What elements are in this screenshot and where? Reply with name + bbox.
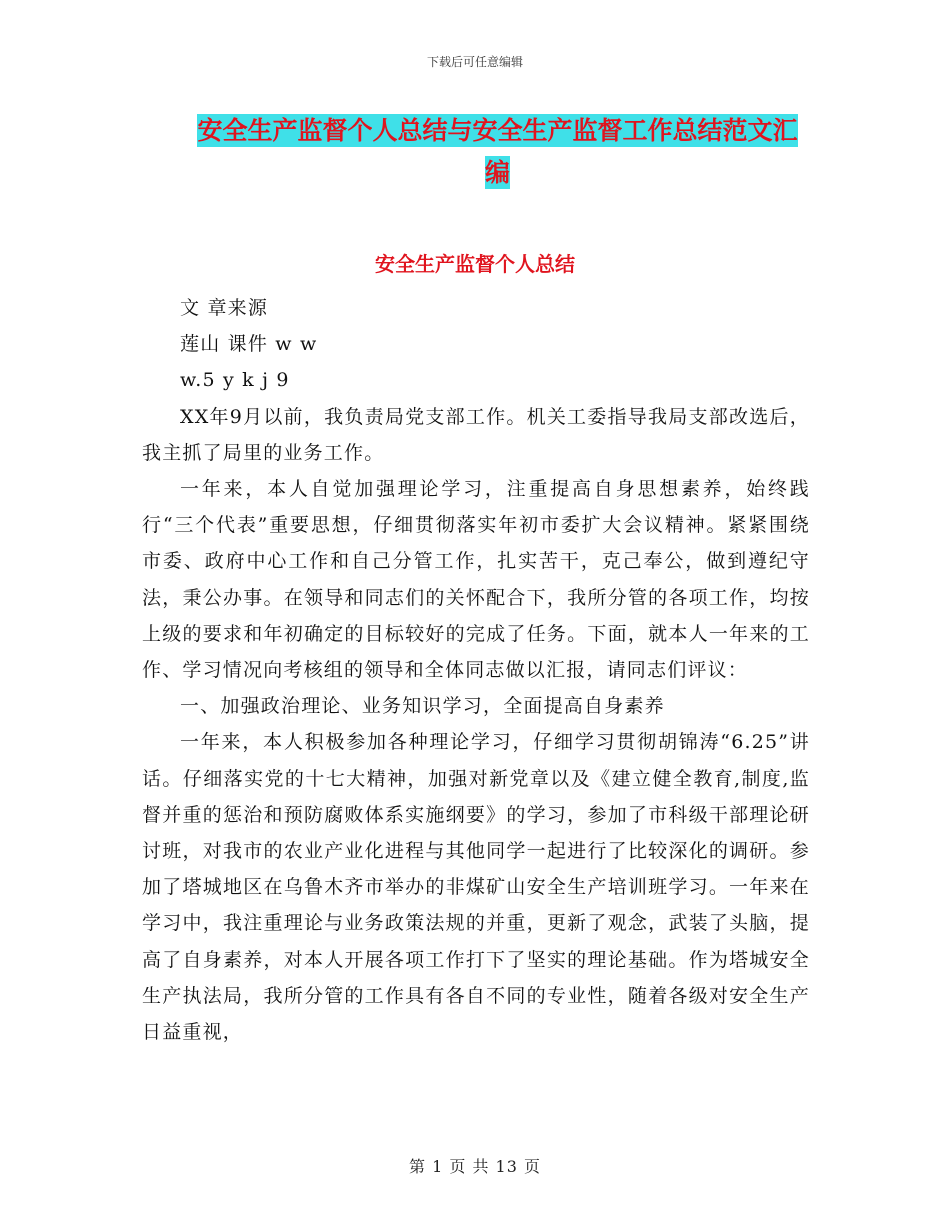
paragraph: 莲山 课件 w w bbox=[180, 333, 318, 356]
page-number-footer: 第 1 页 共 13 页 bbox=[409, 1157, 541, 1176]
document-title-text: 安全生产监督个人总结与安全生产监督工作总结范文汇编 bbox=[197, 116, 798, 187]
paragraph: XX年9月以前，我负责局党支部工作。机关工委指导我局支部改选后，我主抓了局里的业务工作。 bbox=[142, 405, 810, 464]
paragraph: 一、加强政治理论、业务知识学习，全面提高自身素养 bbox=[180, 695, 665, 718]
page-header-note: 下载后可任意编辑 bbox=[426, 55, 523, 69]
document-title bbox=[190, 110, 805, 194]
paragraph: 一年来，本人自觉加强理论学习，注重提高自身思想素养，始终践行“三个代表”重要思想，仔细贯彻落实年初市委扩大会议精神。紧紧围绕市委、政府中心工作和自己分管工作，扎实苦干，克己奉公，做到遵纪守法，秉公办事。在领导和同志们的关怀配合下，我所分管的各项工作，均按上级的要求和年初确定的目标较好的完成了任务。下面，就本人一年来的工作、学习情况向考核组的领导和全体同志做以汇报，请同志们评议： bbox=[142, 478, 810, 682]
paragraph: 一年来，本人积极参加各种理论学习，仔细学习贯彻胡锦涛“6.25”讲话。仔细落实党的十七大精神，加强对新党章以及《建立健全教育,制度,监督并重的惩治和预防腐败体系实施纲要》的学习，参加了市科级干部理论研讨班，对我市的农业产业化进程与其他同学一起进行了比较深化的调研。参加了塔城地区在乌鲁木齐市举办的非煤矿山安全生产培训班学习。一年来在学习中，我注重理论与业务政策法规的并重，更新了观念，武装了头脑，提高了自身素养，对本人开展各项工作打下了坚实的理论基础。作为塔城安全生产执法局，我所分管的工作具有各自不同的专业性，随着各级对安全生产日益重视， bbox=[142, 731, 810, 1044]
section-title: 安全生产监督个人总结 bbox=[375, 252, 575, 276]
paragraph: 文 章来源 bbox=[180, 297, 269, 319]
document-body bbox=[142, 290, 810, 1050]
paragraph: w.5 y k j 9 bbox=[180, 369, 290, 392]
